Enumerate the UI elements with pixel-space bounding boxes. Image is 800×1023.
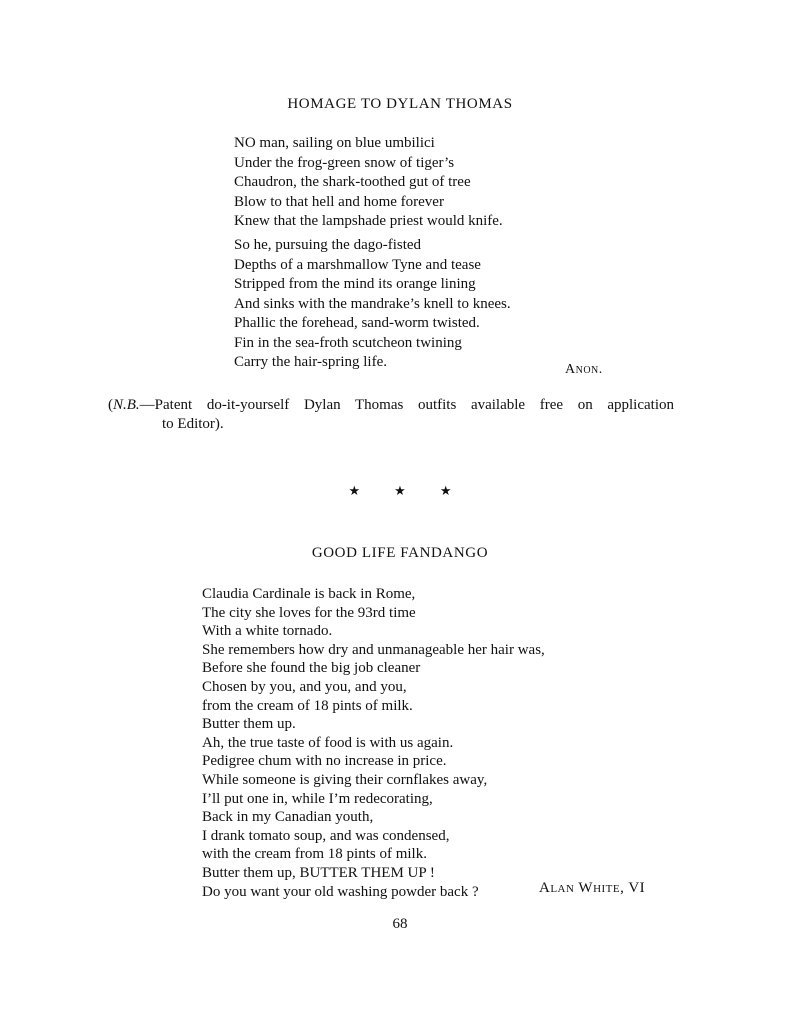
editor-note-line-1: (N.B.—Patent do-it-yourself Dylan Thomas outfits available free on application (108, 397, 674, 413)
poem-line: And sinks with the mandrake’s knell to knees. (234, 295, 511, 312)
poem-line: Before she found the big job cleaner (202, 660, 421, 677)
editor-note (108, 396, 674, 434)
poem-line: NO man, sailing on blue umbilici (234, 135, 435, 151)
poem-line: I’ll put one in, while I’m redecorating, (202, 790, 433, 807)
poem2-author: Alan White, VI (539, 880, 646, 896)
poem-line: Carry the hair-spring life. (234, 354, 387, 370)
poem-line: Phallic the forehead, sand-worm twisted. (234, 315, 480, 331)
poem2-title: GOOD LIFE FANDANGO (311, 545, 489, 561)
poem-line: Ah, the true taste of food is with us again. (202, 734, 454, 751)
poem2-body (202, 585, 545, 901)
poem-line: Fin in the sea-froth scutcheon twining (234, 334, 462, 351)
poem-line: Knew that the lampshade priest would knife. (234, 213, 503, 229)
poem-line: Chosen by you, and you, and you, (202, 678, 407, 695)
poem-line: Blow to that hell and home forever (234, 193, 444, 210)
poem-line: She remembers how dry and unmanageable her hair was, (202, 641, 545, 658)
poem-line: Back in my Canadian youth, (202, 809, 374, 826)
poem-line: Stripped from the mind its orange lining (234, 276, 476, 292)
poem-line: With a white tornado. (202, 623, 333, 640)
poem-line: Do you want your old washing powder back ? (202, 883, 479, 900)
poem-line: Claudia Cardinale is back in Rome, (202, 586, 416, 602)
poem-line: While someone is giving their cornflakes away, (202, 771, 488, 788)
poem-line: So he, pursuing the dago-fisted (234, 237, 422, 253)
nb-abbrev: N.B. (113, 397, 140, 413)
poem-line: from the cream of 18 pints of milk. (202, 697, 413, 714)
section-separator-stars: ★★★ (348, 483, 486, 498)
poem-line: The city she loves for the 93rd time (202, 604, 416, 621)
editor-note-text: —Patent do-it-yourself Dylan Thomas outfits available free on application (139, 397, 674, 413)
editor-note-line-2: to Editor). (162, 416, 224, 432)
poem-line: with the cream from 18 pints of milk. (202, 846, 427, 863)
poem1-stanza-2 (234, 236, 511, 373)
poem-line: Pedigree chum with no increase in price. (202, 753, 447, 770)
poem-line: Butter them up, BUTTER THEM UP ! (202, 864, 435, 881)
poem-line: Butter them up. (202, 716, 296, 733)
poem-line: I drank tomato soup, and was condensed, (202, 827, 450, 844)
poem-line: Chaudron, the shark-toothed gut of tree (234, 174, 471, 190)
poem1-stanza-1 (234, 134, 503, 232)
poem-line: Under the frog-green snow of tiger’s (234, 154, 455, 171)
page-number: 68 (392, 916, 408, 932)
poem-line: Depths of a marshmallow Tyne and tease (234, 256, 481, 273)
poem1-title: HOMAGE TO DYLAN THOMAS (287, 96, 513, 112)
poem1-author: Anon. (565, 362, 603, 377)
